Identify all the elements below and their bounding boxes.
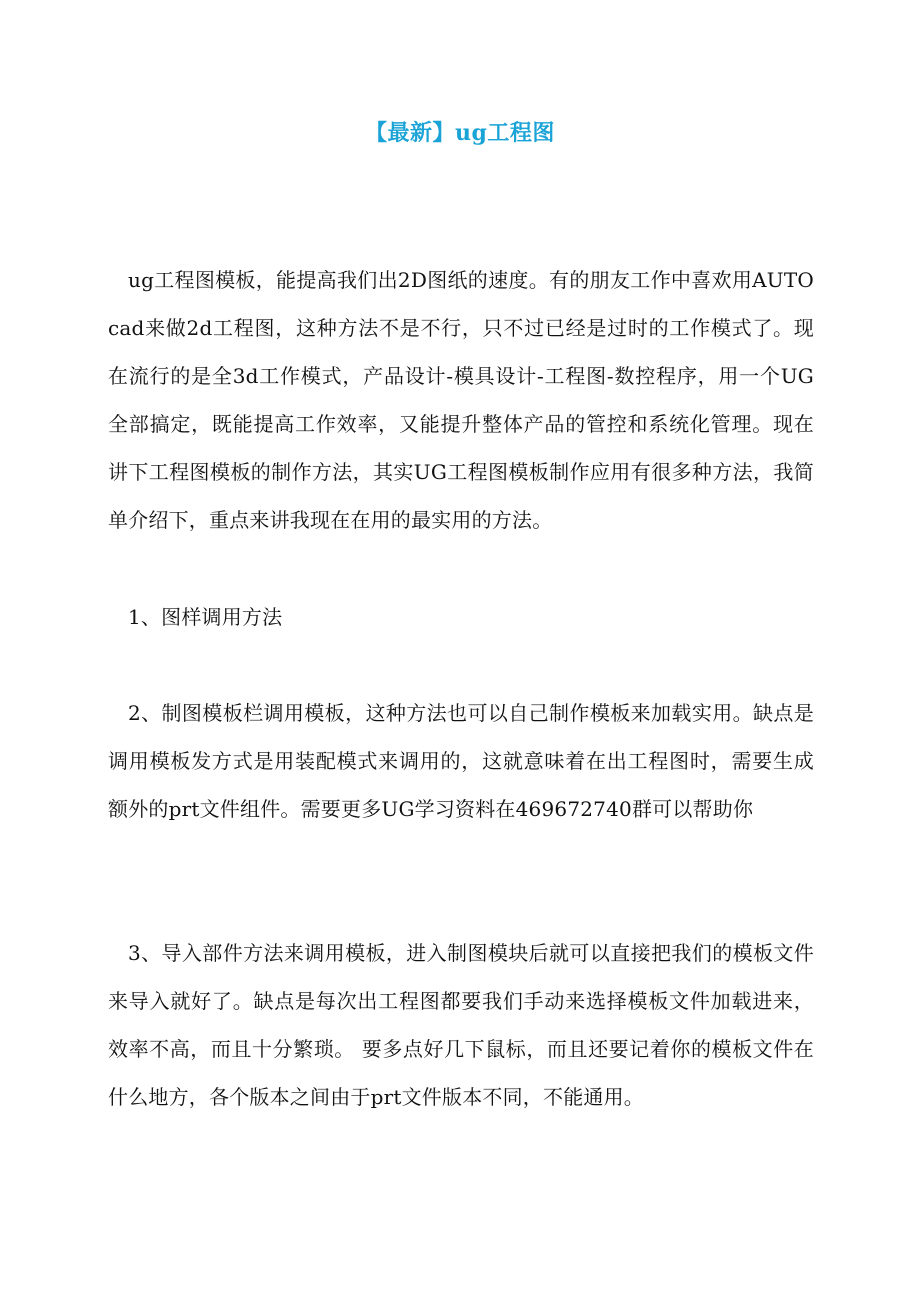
method-1-paragraph: 1、图样调用方法 — [128, 605, 283, 629]
document-title: 【最新】ug工程图 — [365, 120, 555, 146]
method-2-paragraph: 2、制图模板栏调用模板，这种方法也可以自己制作模板来加载实用。缺点是调用模板发方式是用装配模式来调用的，这就意味着在出工程图时，需要生成额外的prt文件组件。需要更多UG学习资料在469672740群可以帮助你 — [108, 701, 814, 821]
intro-paragraph: ug工程图模板，能提高我们出2D图纸的速度。有的朋友工作中喜欢用AUTOcad来做2d工程图，这种方法不是不行，只不过已经是过时的工作模式了。现在流行的是全3d工作模式，产品设计-模具设计-工程图-数控程序，用一个UG全部搞定，既能提高工作效率，又能提升整体产品的管控和系统化管理。现在讲下工程图模板的制作方法，其实UG工程图模板制作应用有很多种方法，我简单介绍下，重点来讲我现在在用的最实用的方法。 — [108, 268, 814, 532]
method-3-paragraph: 3、导入部件方法来调用模板，进入制图模块后就可以直接把我们的模板文件来导入就好了。缺点是每次出工程图都要我们手动来选择模板文件加载进来，效率不高，而且十分繁琐。 要多点好几下鼠标，而且还要记着你的模板文件在什么地方，各个版本之间由于prt文件版本不同，不能通用。 — [108, 941, 814, 1109]
